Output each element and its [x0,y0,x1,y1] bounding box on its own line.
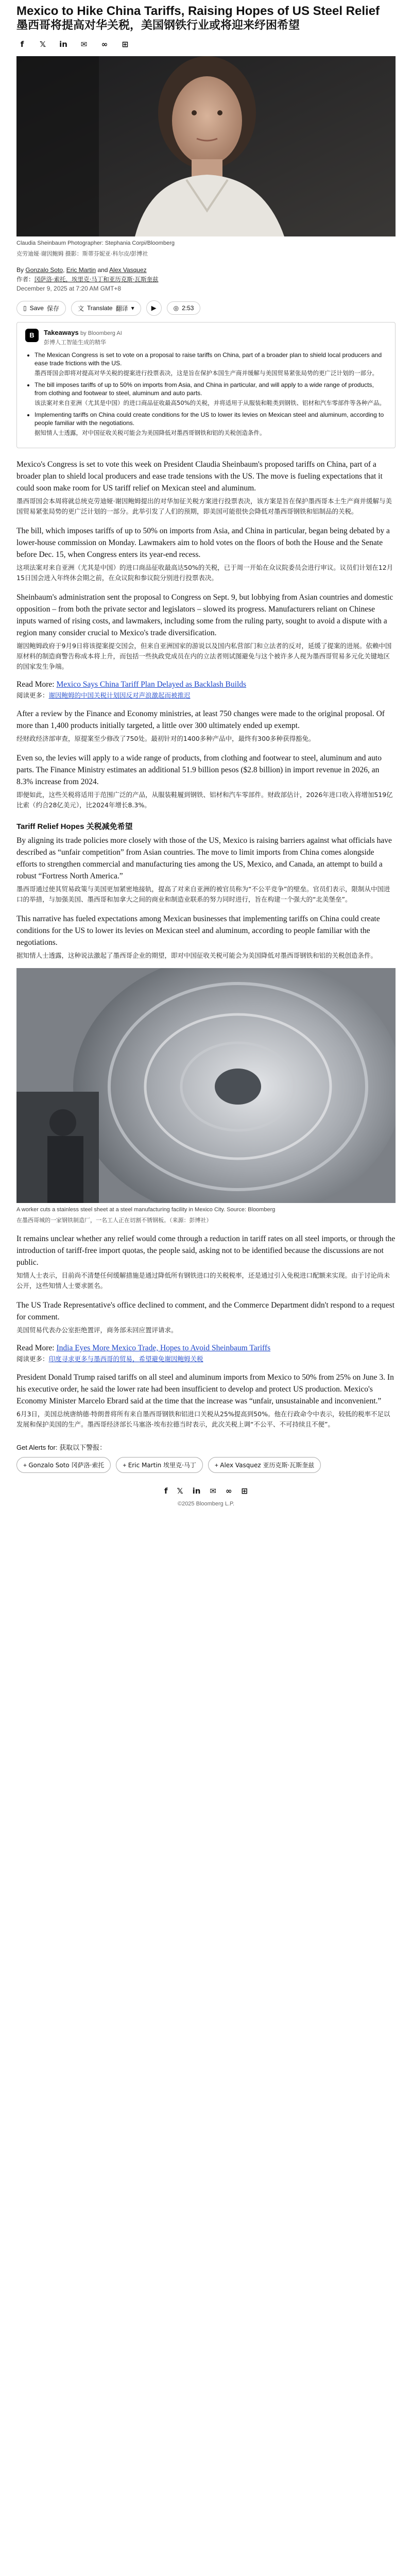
section-heading-zh: 关税减免希望 [86,822,133,831]
paragraph: It remains unclear whether any relief would come through a reduction in tariff rates on all steel imports, or through the introduction of tariff-free import quotas, the people said, asking not to be identified because the discussions are not public. [16,1234,396,1267]
takeaways-list [25,351,387,437]
author-link[interactable]: Alex Vasquez [109,266,147,274]
byline-zh [16,275,396,284]
save-label: Save [29,304,44,312]
alert-chips [16,1457,396,1473]
paragraph: The US Trade Representative's office declined to comment, and the Commerce Department didn't respond to a request for comment. [16,1301,395,1321]
paragraph-zh: 谢因鲍姆政府于9月9日将该提案提交国会，但来自亚洲国家的游说以及国内私营部门和立法者的反对，延缓了提案的进展。依赖中国原材料的制造商警告称成本将上升，而包括一些执政党成员在内的立法者则试图避免与这个被许多人视为墨西哥贸易多元化关键地区的国家发生争端。 [16,642,392,670]
facebook-icon[interactable]: f [164,1486,168,1496]
takeaway-item [35,411,387,437]
article [0,4,412,1507]
read-more-zh [16,690,396,700]
paragraph: This narrative has fueled expectations among Mexican businesses that implementing tariffs on China could create conditions for the US to lower its levies on Mexican steel and aluminum, according to people familiar with the negotiations. [16,914,380,947]
takeaway-item [35,381,387,408]
share-bar [16,39,396,50]
byline-zh-prefix: 作者： [16,276,35,283]
footer-share-bar [16,1486,396,1496]
facebook-icon[interactable]: f [20,40,24,49]
byline [16,265,396,275]
author-link[interactable]: Eric Martin [66,266,96,274]
paragraph-zh: 这项法案对来自亚洲（尤其是中国）的进口商品征收最高达50%的关税，已于周一开始在众议院委员会进行审议。议员们计划在12月15日国会进入年终休会期之前，在众议院和参议院分别进行投票表决。 [16,564,393,582]
paragraph: By aligning its trade policies more closely with those of the US, Mexico is raising barriers against what officials have described as “unfair competition” from Asian countries. The move to limit imports from China comes alongside efforts to strengthen commercial and manufacturing ties among the US, Mexico, and Canada, an attempt to build a robust “Fortress North America.” [16,836,392,880]
headline: Mexico to Hike China Tariffs, Raising Hopes of US Steel Relief [16,4,380,18]
takeaway-text-zh: 该法案对来自亚洲（尤其是中国）的进口商品征收最高50%的关税，并将适用于从服装和鞋类到钢铁、铝材和汽车零部件等各种产品。 [35,399,386,406]
chevron-down-icon: ▾ [131,304,134,312]
paragraph-zh: 知情人士表示，目前尚不清楚任何缓解措施是通过降低所有钢铁进口的关税税率，还是通过引入免税进口配额来实现。由于讨论尚未公开，这些知情人士要求匿名。 [16,1272,390,1290]
listen-duration[interactable] [167,301,201,315]
translate-button[interactable] [71,301,141,316]
hero-photo [16,56,396,236]
paragraph-zh: 墨西哥通过使其贸易政策与美国更加紧密地接轨，提高了对来自亚洲的被官员称为“不公平竞争”的壁垒。官员们表示，限制从中国进口的举措，与加强美国、墨西哥和加拿大之间的商业和制造业联系的努力同时进行，旨在构建一个强大的“北美堡垒”。 [16,885,390,903]
read-more-link-zh[interactable]: 印度寻求更多与墨西哥的贸易，希望避免谢因鲍姆关税 [48,1355,203,1363]
hero-caption-zh: 克劳迪娅·谢因鲍姆 摄影：斯蒂芬妮亚·科尔皮/彭博社 [16,251,148,257]
byline-sep: , [63,266,65,274]
read-more-link-zh[interactable]: 谢因鲍姆的中国关税计划因反对声浪激起而被推迟 [48,691,191,699]
paragraph-zh: 据知情人士透露，这种说法激起了墨西哥企业的期望，即对中国征收关税可能会为美国降低对墨西哥钢铁和铝的关税创造条件。 [16,952,377,959]
paragraph-zh: 6月3日，美国总统唐纳德·特朗普将所有来自墨西哥钢铁和铝进口关税从25%提高到50%。他在行政命令中表示，较低的税率不足以发展和保护美国的生产。墨西哥经济部长马塞洛·埃布拉德当时表示，此次关税上调“不公平、不可持续且不便”。 [16,1410,390,1428]
authors-zh[interactable]: 冈萨洛·索托，埃里克·马丁和亚历克斯·瓦斯奎兹 [34,276,159,283]
play-audio-button[interactable] [146,300,162,316]
copyright: ©2025 Bloomberg L.P. [177,1501,235,1507]
save-label-zh: 保存 [46,304,59,312]
linkedin-icon[interactable]: in [192,1486,201,1496]
byline-prefix: By [16,266,24,274]
takeaway-item [35,351,387,378]
takeaways-note-zh: 彭博人工智能生成的精华 [44,339,106,346]
section-heading-en: Tariff Relief Hopes [16,822,84,831]
read-more [16,1344,396,1353]
takeaways-box [16,322,396,448]
read-more-link[interactable]: India Eyes More Mexico Trade, Hopes to Avoid Sheinbaum Tariffs [56,1344,271,1352]
headphones-icon: ◎ [173,304,179,312]
steel-photo [16,968,396,1203]
alert-chip[interactable]: + Eric Martin 埃里克·马丁 [116,1457,203,1473]
takeaway-text-zh: 墨西哥国会即将对提高对华关税的提案进行投票表决，这是旨在保护本国生产商并缓解与美国贸易紧张局势的更广泛计划的一部分。 [35,369,378,377]
paragraph-zh: 经财政经济部审查，原提案至少修改了750处。最初针对的1400多种产品中，最终有300多种获得豁免。 [16,735,315,742]
takeaway-text-zh: 据知情人士透露，对中国征收关税可能会为美国降低对墨西哥钢铁和铝的关税创造条件。 [35,429,266,436]
save-button[interactable] [16,301,66,316]
read-more-prefix-zh: 阅读更多： [16,1355,49,1363]
paragraph-zh: 墨西哥国会本周将就总统克劳迪娅·谢因鲍姆提出的对华加征关税方案进行投票表决，该方案是旨在保护墨西哥本土生产商并缓解与美国贸易紧张局势的更广泛计划的一部分。此举引发了人们的预期，即美国可能很快会降低对墨西哥钢铁和铝制品的关税。 [16,497,392,515]
hero-image [16,56,396,236]
link-icon[interactable]: ∞ [225,1486,232,1496]
alert-chip[interactable]: + Gonzalo Soto 冈萨洛·索托 [16,1457,111,1473]
alert-chip-label: Eric Martin 埃里克·马丁 [128,1462,196,1469]
read-more-link[interactable]: Mexico Says China Tariff Plan Delayed as Backlash Builds [56,680,247,689]
paragraph: Even so, the levies will apply to a wide range of products, from clothing and footwear to steel, aluminum and auto parts. The Finance Ministry estimates an additional 51.9 billion pesos ($2.8 billion) in import revenue in 2026, an 8.3% increase from 2024. [16,754,382,786]
gift-icon[interactable]: ⊞ [122,40,129,49]
hero-caption: Claudia Sheinbaum Photographer: Stephania Corpi/Bloomberg [16,240,175,246]
publish-date: December 9, 2025 at 7:20 AM GMT+8 [16,285,122,292]
email-icon[interactable]: ✉ [210,1486,216,1496]
author-link[interactable]: Gonzalo Soto [25,266,63,274]
bloomberg-ai-logo: B [25,329,39,342]
read-more [16,680,396,689]
paragraph: President Donald Trump raised tariffs on all steel and aluminum imports from Mexico to 50% from 25% on June 3. In his executive order, he said the lower rate had been insufficient to develop and protect US production. Mexico's Economy Minister Marcelo Ebrard said at the time that the increase was “unfair, unsustainable and inconvenient.” [16,1373,394,1405]
byline-and: and [97,266,108,274]
x-icon[interactable]: 𝕏 [177,1486,183,1496]
takeaways-header [25,329,387,347]
alert-chip-label: Gonzalo Soto 冈萨洛·索托 [28,1462,105,1469]
read-more-prefix-zh: 阅读更多： [16,691,49,699]
translate-label-zh: 翻译 [115,304,128,312]
photo2-caption-zh: 在墨西哥城的一家钢铁制造厂，一名工人正在切割不锈钢板。（来源：彭博社） [16,1217,212,1224]
read-more-zh [16,1354,396,1363]
paragraph: After a review by the Finance and Economy ministries, at least 750 changes were made to the original proposal. Of more than 1,400 products initially targeted, a little over 300 ultimately ended up exempt. [16,709,385,730]
link-icon[interactable]: ∞ [101,40,108,49]
bookmark-icon: ▯ [23,304,27,312]
translate-label: Translate [87,304,113,312]
paragraph: Sheinbaum's administration sent the proposal to Congress on Sept. 9, but lobbying from Asian countries and domestic opposition – from both the private sector and legislators – slowed its progress. Manufacturers reliant on Chinese inputs warned of rising costs, and lawmakers, including some from the ruling party, sought to avoid a dispute with a region many consider crucial to Mexico's trade diversification. [16,593,393,637]
takeaway-text: The Mexican Congress is set to vote on a proposal to raise tariffs on China, part of a broader plan to shield local producers and ease trade frictions with the US. [35,351,382,367]
takeaway-text: Implementing tariffs on China could create conditions for the US to lower its levies on Mexican steel and aluminum, according to people familiar with the negotiations. [35,411,384,427]
translate-icon: 文 [77,304,84,312]
steel-worker-image [16,968,396,1203]
listen-time: 2:53 [182,304,194,312]
paragraph-zh: 即便如此，这些关税将适用于范围广泛的产品，从服装鞋履到钢铁、铝材和汽车零部件。财政部估计，2026年进口收入将增加519亿比索（约合28亿美元），比2024年增长8.3%。 [16,791,393,809]
headline-zh: 墨西哥将提高对华关税，美国钢铁行业或将迎来纾困希望 [16,19,300,32]
read-more-prefix: Read More: [16,680,55,689]
linkedin-icon[interactable]: in [59,40,67,49]
alerts-label-zh: 获取以下警报： [59,1444,107,1452]
takeaways-title: Takeaways [44,329,79,336]
takeaway-text: The bill imposes tariffs of up to 50% on imports from Asia, and China in particular, and will apply to a wide range of products, from clothing and footwear to steel, aluminum and auto parts. [35,381,374,397]
photo2-caption: A worker cuts a stainless steel sheet at a steel manufacturing facility in Mexico City. Source: Bloomberg [16,1207,276,1213]
x-icon[interactable]: 𝕏 [39,40,46,49]
alert-chip-label: Alex Vasquez 亚历克斯·瓦斯奎兹 [220,1462,315,1469]
paragraph: Mexico's Congress is set to vote this week on President Claudia Sheinbaum's proposed tariffs on China, part of a broader plan to shield local producers and ease trade tensions with the US. The move is fueling expectations that it could soon make room for US tariff relief on Mexican steel and aluminum. [16,460,383,493]
paragraph: The bill, which imposes tariffs of up to 50% on imports from Asia, and China in particular, began being debated by a lower-house commission on Monday. Lawmakers aim to hold votes on the floors of both the House and the Senate before Dec. 15, when Congress enters its year-end recess. [16,527,390,559]
toolbar [16,300,396,316]
section-heading [16,821,396,832]
takeaways-by: by Bloomberg AI [80,330,122,336]
gift-icon[interactable]: ⊞ [241,1486,248,1496]
paragraph-zh: 美国贸易代表办公室拒绝置评，商务部未回应置评请求。 [16,1326,178,1334]
email-icon[interactable]: ✉ [80,40,88,49]
read-more-prefix: Read More: [16,1344,55,1352]
alert-chip[interactable]: + Alex Vasquez 亚历克斯·瓦斯奎兹 [208,1457,321,1473]
play-icon: ▶ [151,304,157,312]
alerts-label: Get Alerts for: [16,1444,58,1451]
alerts-section [16,1442,396,1473]
